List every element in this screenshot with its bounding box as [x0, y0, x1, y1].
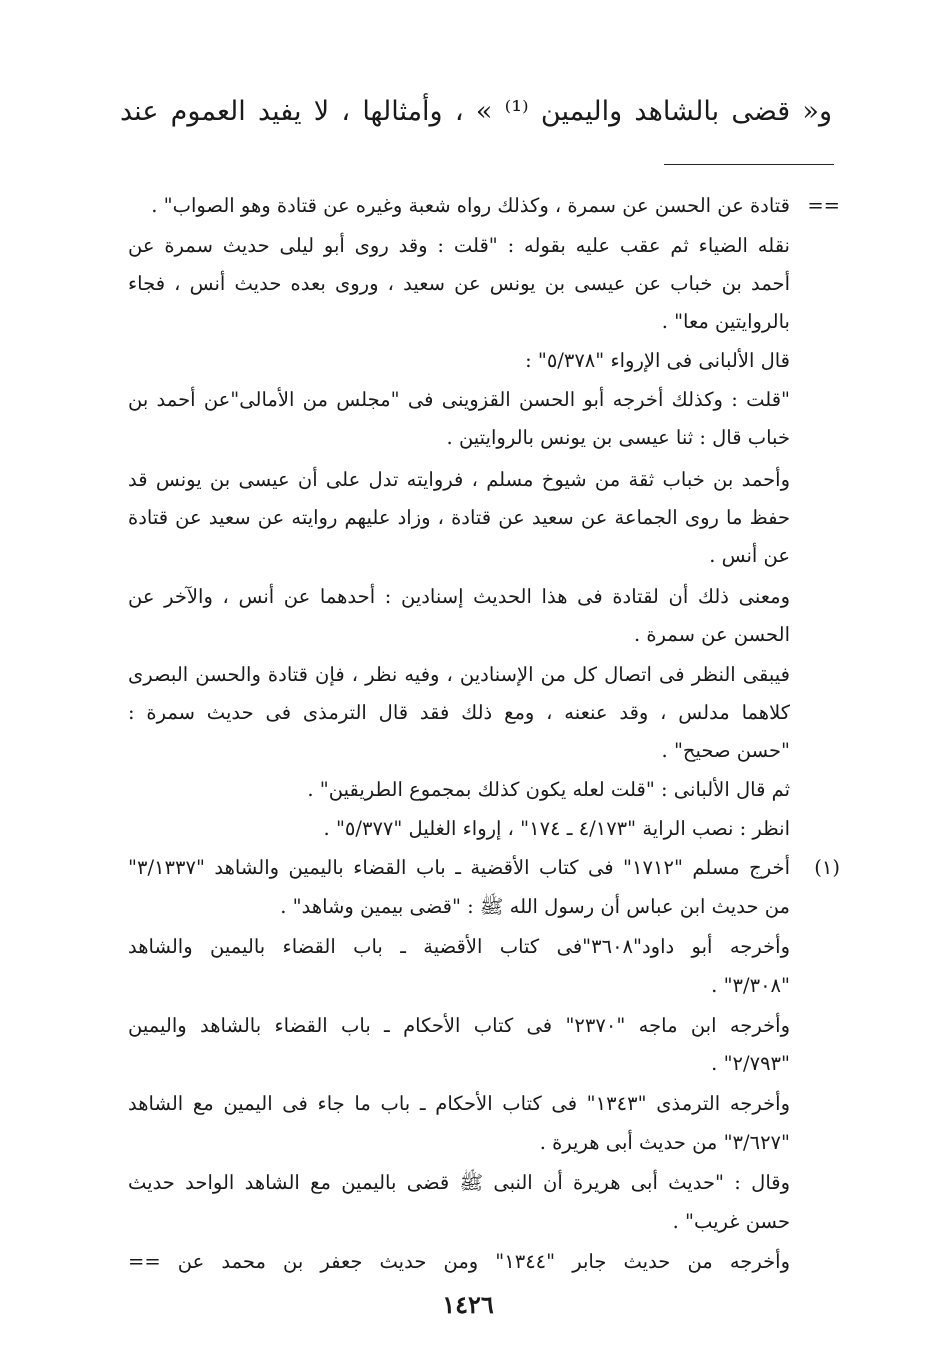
footnote-line: من حديث ابن عباس أن رسول الله ﷺ : "قضى بيمين وشاهد" .: [280, 895, 790, 918]
main-text-line: و« قضى بالشاهد واليمين ⁽¹⁾ » ، وأمثالها ، لا يفيد العموم عند: [120, 96, 832, 127]
footnote-line: ومعنى ذلك أن لقتادة فى هذا الحديث إسنادين : أحدهما عن أنس ، والآخر عن: [128, 585, 790, 608]
footnote-line: نقله الضياء ثم عقب عليه بقوله : "قلت : وقد روى أبو ليلى حديث سمرة عن: [128, 234, 790, 257]
footnote-line: وأخرجه من حديث جابر "١٣٤٤" ومن حديث جعفر بن محمد عن ==: [128, 1250, 790, 1273]
footnote-continuation-marker: ==: [807, 194, 840, 217]
footnote-number-marker: (١): [814, 856, 840, 879]
footnote-line: "حسن صحيح" .: [661, 739, 790, 762]
footnote-line: بالروايتين معا" .: [661, 310, 790, 333]
footnote-line: وأخرجه الترمذى "١٣٤٣" فى كتاب الأحكام ـ باب ما جاء فى اليمين مع الشاهد: [128, 1092, 790, 1115]
footnote-line: وأخرجه أبو داود"٣٦٠٨"فى كتاب الأقضية ـ باب القضاء باليمين والشاهد: [128, 935, 790, 958]
footnote-line: قال الألبانى فى الإرواء "٥/٣٧٨" :: [525, 349, 790, 372]
footnote-line: "٣/٦٢٧" من حديث أبى هريرة .: [539, 1131, 790, 1154]
footnote-line: "قلت : وكذلك أخرجه أبو الحسن القزوينى فى "مجلس من الأمالى"عن أحمد بن: [128, 388, 790, 411]
footnote-line: حفظ ما روى الجماعة عن سعيد عن قتادة ، وزاد عليهم روايته عن سعيد عن قتادة: [128, 506, 790, 529]
footnote-line: "٣/٣٠٨" .: [711, 974, 790, 997]
footnote-line: خباب قال : ثنا عيسى بن يونس بالروايتين .: [446, 426, 790, 449]
footnote-line: حسن غريب" .: [672, 1210, 790, 1233]
footnote-line: كلاهما مدلس ، وقد عنعنه ، ومع ذلك فقد قال الترمذى فى حديث سمرة :: [128, 701, 790, 724]
footnote-line: فيبقى النظر فى اتصال كل من الإسنادين ، وفيه نظر ، فإن قتادة والحسن البصرى: [128, 663, 790, 686]
footnote-line: وأحمد بن خباب ثقة من شيوخ مسلم ، فروايته تدل على أن عيسى بن يونس قد: [128, 468, 790, 491]
footnote-line: أخرج مسلم "١٧١٢" فى كتاب الأقضية ـ باب القضاء باليمين والشاهد "٣/١٣٣٧": [128, 856, 790, 879]
footnote-line: انظر : نصب الراية "٤/١٧٣ ـ ١٧٤" ، إرواء الغليل "٥/٣٧٧" .: [323, 817, 790, 840]
footnote-line: "٢/٧٩٣" .: [711, 1052, 790, 1075]
footnote-line: قتادة عن الحسن عن سمرة ، وكذلك رواه شعبة وغيره عن قتادة وهو الصواب" .: [151, 194, 790, 217]
footnote-line: عن أنس .: [709, 544, 790, 567]
footnote-line: ثم قال الألبانى : "قلت لعله يكون كذلك بمجموع الطريقين" .: [307, 778, 790, 801]
footnote-line: وأخرجه ابن ماجه "٢٣٧٠" فى كتاب الأحكام ـ باب القضاء بالشاهد واليمين: [128, 1014, 790, 1037]
footnote-line: الحسن عن سمرة .: [633, 623, 790, 646]
footnote-line: وقال : "حديث أبى هريرة أن النبى ﷺ قضى باليمين مع الشاهد الواحد حديث: [128, 1171, 790, 1194]
footnote-line: أحمد بن خباب عن عيسى بن يونس عن سعيد ، وروى بعده حديث أنس ، فجاء: [128, 272, 790, 295]
page-number: ١٤٢٦: [442, 1290, 494, 1319]
